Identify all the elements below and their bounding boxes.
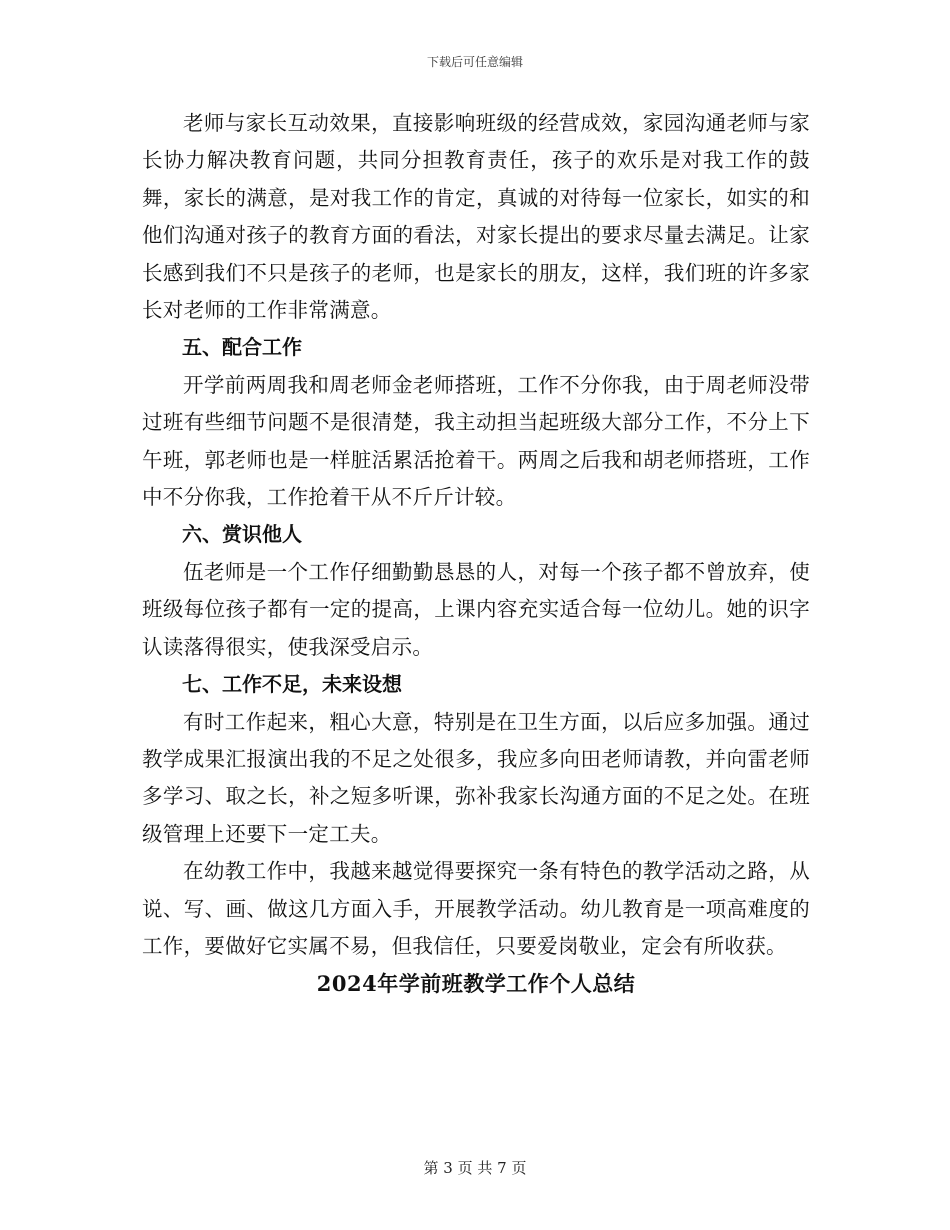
document-body xyxy=(142,105,810,1003)
paragraph-shortcomings: 有时工作起来，粗心大意，特别是在卫生方面，以后应多加强。通过教学成果汇报演出我的不足之处很多，我应多向田老师请教，并向雷老师多学习、取之长，补之短多听课，弥补我家长沟通方面的不足之处。在班级管理上还要下一定工夫。 xyxy=(142,709,810,846)
page-number-footer: 第 3 页 共 7 页 xyxy=(423,1159,527,1177)
paragraph-parent-communication: 老师与家长互动效果，直接影响班级的经营成效，家园沟通老师与家长协力解决教育问题，共同分担教育责任，孩子的欢乐是对我工作的鼓舞，家长的满意，是对我工作的肯定，真诚的对待每一位家长，如实的和他们沟通对孩子的教育方面的看法，对家长提出的要求尽量去满足。让家长感到我们不只是孩子的老师，也是家长的朋友，这样，我们班的许多家长对老师的工作非常满意。 xyxy=(142,111,810,323)
paragraph-conclusion: 在幼教工作中，我越来越觉得要探究一条有特色的教学活动之路，从说、写、画、做这几方面入手，开展教学活动。幼儿教育是一项高难度的工作，要做好它实属不易，但我信任，只要爱岗敬业，定会有所收获。 xyxy=(142,859,810,958)
section-heading-6: 六、赏识他人 xyxy=(182,522,302,547)
section-heading-5: 五、配合工作 xyxy=(182,335,302,360)
paragraph-cooperation: 开学前两周我和周老师金老师搭班，工作不分你我，由于周老师没带过班有些细节问题不是很清楚，我主动担当起班级大部分工作，不分上下午班，郭老师也是一样脏活累活抢着干。两周之后我和胡老师搭班，工作中不分你我，工作抢着干从不斤斤计较。 xyxy=(142,372,810,510)
header-note: 下载后可任意编辑 xyxy=(426,55,523,69)
paragraph-appreciation: 伍老师是一个工作仔细勤勤恳恳的人，对每一个孩子都不曾放弃，使班级每位孩子都有一定的提高，上课内容充实适合每一位幼儿。她的识字认读落得很实，使我深受启示。 xyxy=(142,559,810,659)
next-document-title: 2024年学前班教学工作个人总结 xyxy=(316,971,636,997)
section-heading-7: 七、工作不足，未来设想 xyxy=(182,672,402,697)
